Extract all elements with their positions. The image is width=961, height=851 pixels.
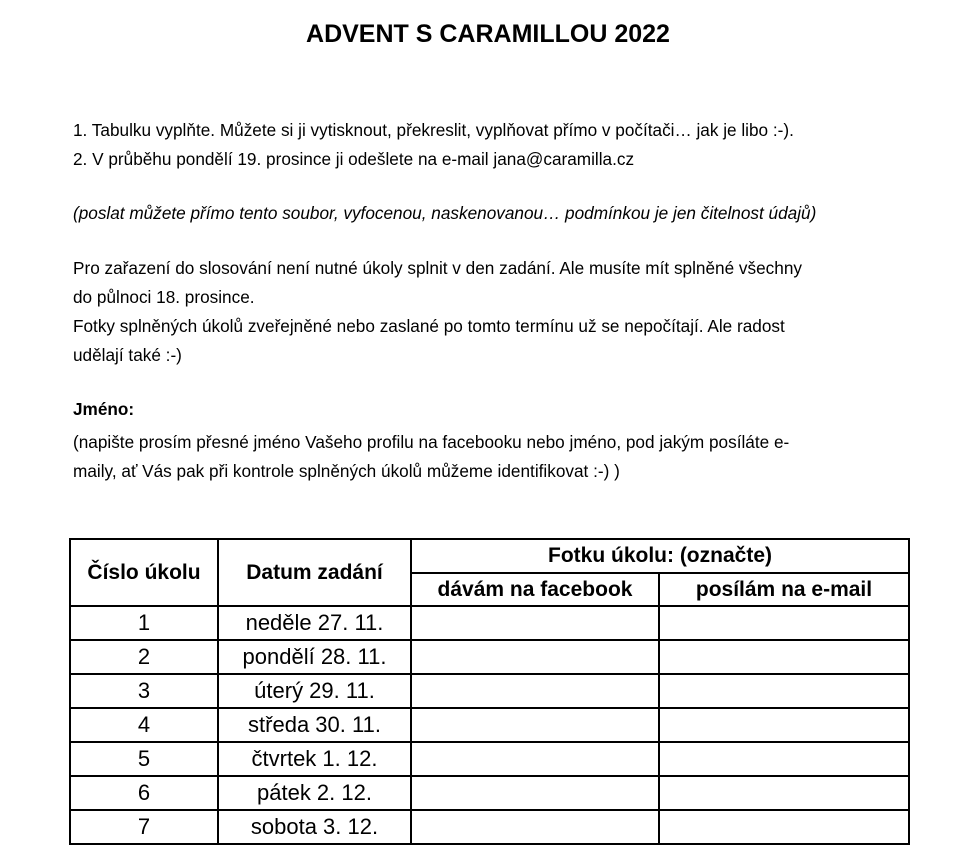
facebook-cell[interactable] (411, 606, 659, 640)
task-date: neděle 27. 11. (218, 606, 411, 640)
table-row (70, 606, 909, 640)
email-cell[interactable] (659, 810, 909, 844)
task-number: 7 (70, 810, 218, 844)
facebook-cell[interactable] (411, 742, 659, 776)
task-date: středa 30. 11. (218, 708, 411, 742)
header-task-number: Číslo úkolu (70, 539, 218, 606)
name-hint-line-2: maily, ať Vás pak při kontrole splněných úkolů můžeme identifikovat :-) ) (73, 461, 620, 481)
name-label: Jméno: (73, 399, 135, 419)
task-date: úterý 29. 11. (218, 674, 411, 708)
email-cell[interactable] (659, 606, 909, 640)
email-cell[interactable] (659, 776, 909, 810)
facebook-cell[interactable] (411, 674, 659, 708)
header-facebook: dávám na facebook (411, 573, 659, 606)
email-cell[interactable] (659, 742, 909, 776)
name-hint-line-1: (napište prosím přesné jméno Vašeho profilu na facebooku nebo jméno, pod jakým posíláte e- (73, 432, 790, 452)
task-table (69, 538, 910, 845)
note-text: (poslat můžete přímo tento soubor, vyfocenou, naskenovanou… podmínkou je jen čitelnost údajů) (73, 203, 817, 223)
task-number: 3 (70, 674, 218, 708)
table-row (70, 776, 909, 810)
task-date: pátek 2. 12. (218, 776, 411, 810)
task-number: 5 (70, 742, 218, 776)
facebook-cell[interactable] (411, 810, 659, 844)
email-cell[interactable] (659, 708, 909, 742)
rules-line-2: do půlnoci 18. prosince. (73, 287, 255, 307)
table-row (70, 674, 909, 708)
facebook-cell[interactable] (411, 640, 659, 674)
task-date: čtvrtek 1. 12. (218, 742, 411, 776)
task-number: 2 (70, 640, 218, 674)
task-number: 6 (70, 776, 218, 810)
table-row (70, 640, 909, 674)
header-email: posílám na e-mail (659, 573, 909, 606)
task-date: pondělí 28. 11. (218, 640, 411, 674)
table-row (70, 708, 909, 742)
rules-line-3: Fotky splněných úkolů zveřejněné nebo zaslané po tomto termínu už se nepočítají. Ale radost (73, 316, 785, 336)
email-cell[interactable] (659, 640, 909, 674)
header-assignment-date: Datum zadání (218, 539, 411, 606)
task-number: 4 (70, 708, 218, 742)
email-cell[interactable] (659, 674, 909, 708)
page-title: ADVENT S CARAMILLOU 2022 (306, 20, 670, 48)
table-row (70, 742, 909, 776)
facebook-cell[interactable] (411, 708, 659, 742)
header-photo: Fotku úkolu: (označte) (411, 539, 909, 573)
task-number: 1 (70, 606, 218, 640)
instruction-1: 1. Tabulku vyplňte. Můžete si ji vytisknout, překreslit, vyplňovat přímo v počítači… jak je libo :-). (73, 120, 794, 140)
facebook-cell[interactable] (411, 776, 659, 810)
task-date: sobota 3. 12. (218, 810, 411, 844)
rules-line-1: Pro zařazení do slosování není nutné úkoly splnit v den zadání. Ale musíte mít splněné všechny (73, 258, 802, 278)
table-row (70, 810, 909, 844)
rules-line-4: udělají také :-) (73, 345, 182, 365)
instruction-2: 2. V průběhu pondělí 19. prosince ji odešlete na e-mail jana@caramilla.cz (73, 149, 635, 169)
